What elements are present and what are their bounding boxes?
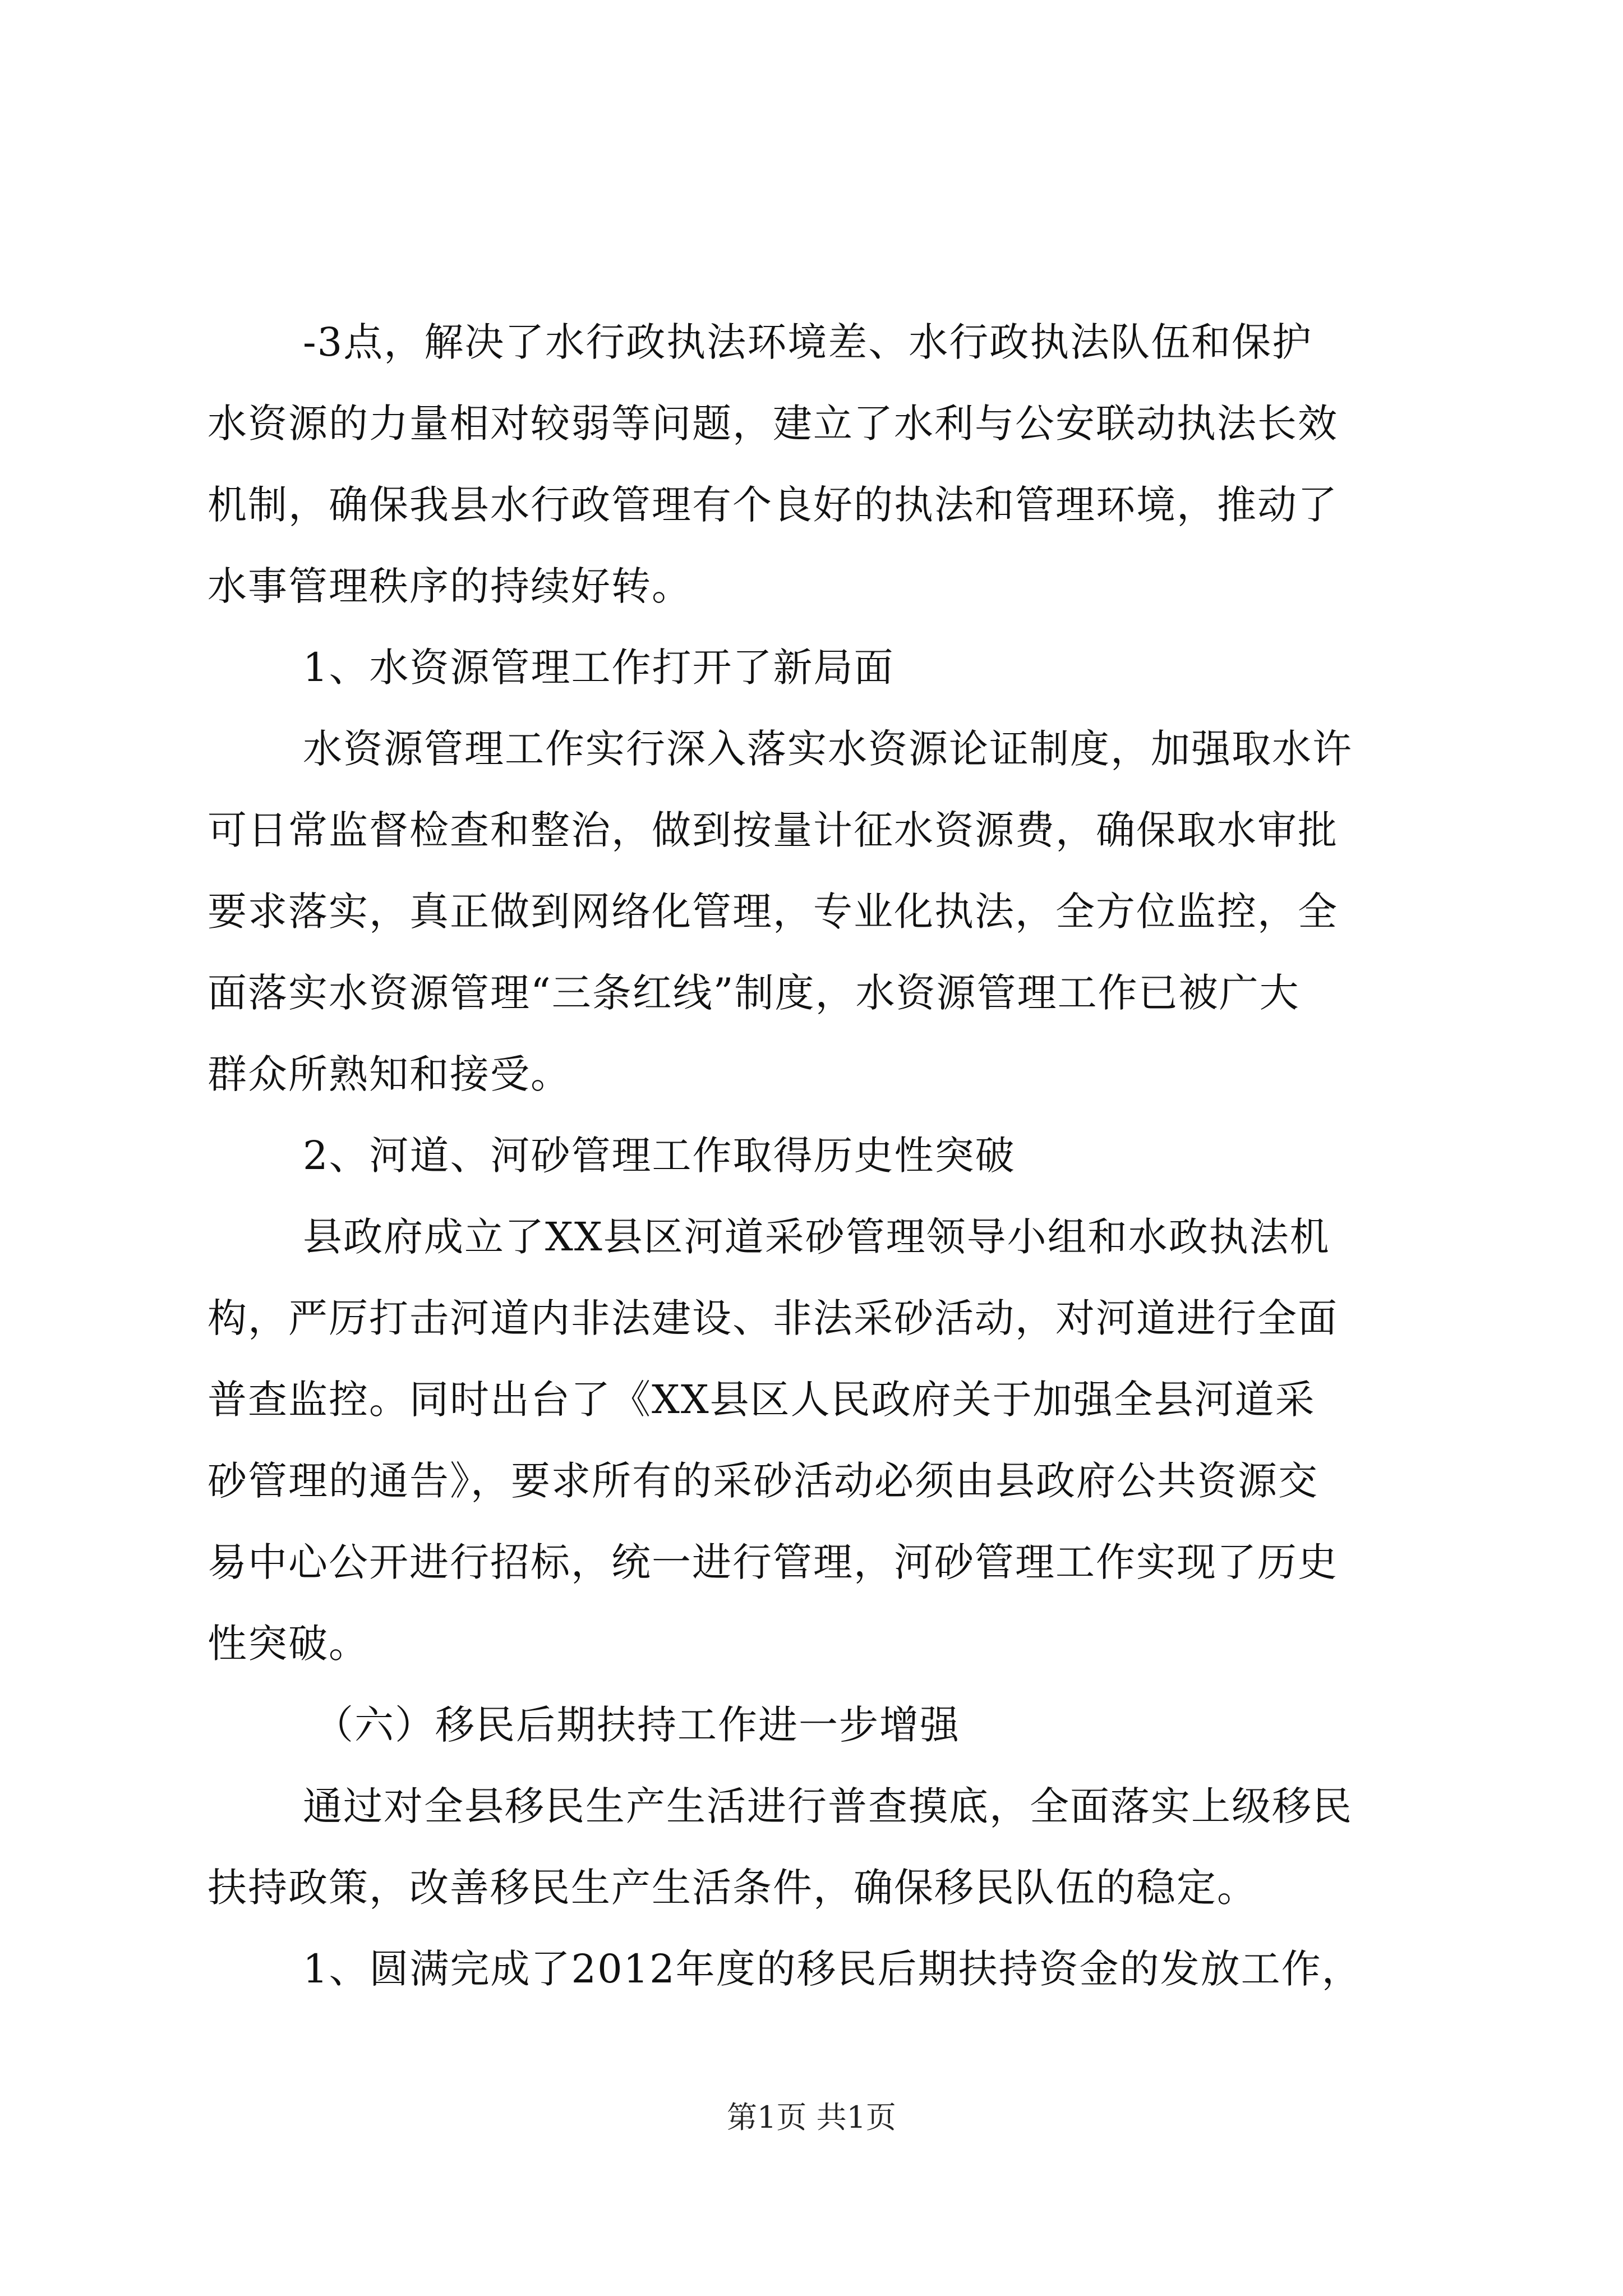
text-line: 机制，确保我县水行政管理有个良好的执法和管理环境，推动了 bbox=[208, 482, 1338, 528]
text-line: 水资源管理工作实行深入落实水资源论证制度，加强取水许 bbox=[303, 726, 1353, 772]
text-line: 水事管理秩序的持续好转。 bbox=[208, 563, 692, 609]
section-heading: 1、水资源管理工作打开了新局面 bbox=[303, 645, 895, 691]
text-line: 性突破。 bbox=[208, 1621, 369, 1667]
text-line: 普查监控。同时出台了《XX县区人民政府关于加强全县河道采 bbox=[208, 1377, 1316, 1423]
page-footer: 第1页 共1页 bbox=[727, 2100, 896, 2135]
text-line: 扶持政策，改善移民生产生活条件，确保移民队伍的稳定。 bbox=[208, 1865, 1257, 1911]
section-heading: 2、河道、河砂管理工作取得历史性突破 bbox=[303, 1133, 1016, 1179]
text-line: 可日常监督检查和整治，做到按量计征水资源费，确保取水审批 bbox=[208, 807, 1338, 853]
text-line: 要求落实，真正做到网络化管理，专业化执法，全方位监控，全 bbox=[208, 889, 1338, 935]
text-line: 易中心公开进行招标，统一进行管理，河砂管理工作实现了历史 bbox=[208, 1539, 1338, 1585]
text-line: 构，严厉打击河道内非法建设、非法采砂活动，对河道进行全面 bbox=[208, 1295, 1338, 1341]
text-line: 通过对全县移民生产生活进行普查摸底，全面落实上级移民 bbox=[303, 1783, 1353, 1829]
text-line: 县政府成立了XX县区河道采砂管理领导小组和水政执法机 bbox=[303, 1214, 1330, 1260]
text-line: 水资源的力量相对较弱等问题，建立了水利与公安联动执法长效 bbox=[208, 401, 1338, 447]
text-line: 面落实水资源管理“三条红线”制度，水资源管理工作已被广大 bbox=[208, 970, 1300, 1016]
text-line: 群众所熟知和接受。 bbox=[208, 1051, 571, 1097]
text-line: 砂管理的通告》，要求所有的采砂活动必须由县政府公共资源交 bbox=[208, 1458, 1318, 1504]
section-heading: （六）移民后期扶持工作进一步增强 bbox=[314, 1702, 960, 1748]
text-line: -3点，解决了水行政执法环境差、水行政执法队伍和保护 bbox=[303, 319, 1313, 365]
text-line: 1、圆满完成了2012年度的移民后期扶持资金的发放工作， bbox=[303, 1946, 1362, 1992]
